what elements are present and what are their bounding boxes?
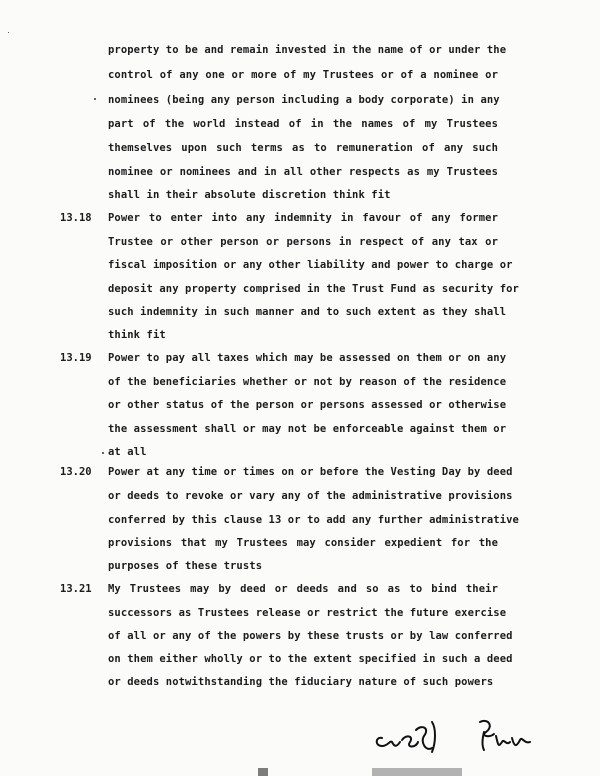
text-line: purposes of these trusts	[108, 560, 263, 572]
text-line: the assessment shall or may not be enforceable against them or	[108, 423, 507, 435]
text-line: of all or any of the powers by these trusts or by law conferred	[108, 630, 513, 642]
handwritten-initials-graphic	[370, 712, 570, 762]
text-line: property to be and remain invested in the name of or under the	[108, 44, 507, 56]
initials-stroke	[480, 721, 494, 736]
text-line: fiscal imposition or any other liability and power to charge or	[108, 259, 513, 271]
initials-stroke	[377, 738, 400, 746]
scan-speck	[102, 452, 104, 454]
scan-speck	[8, 32, 9, 33]
initials-stroke	[496, 736, 510, 745]
text-line: of the beneficiaries whether or not by reason of the residence	[108, 376, 507, 388]
text-line: Power at any time or times on or before the Vesting Day by deed	[108, 466, 513, 478]
clause-number: 13.19	[60, 352, 92, 364]
clause-number: 13.21	[60, 583, 92, 595]
initials-stroke	[416, 727, 432, 749]
text-line: at all	[108, 446, 147, 458]
text-line: control of any one or more of my Trustees or of a nominee or	[108, 69, 498, 81]
clause-number: 13.18	[60, 212, 92, 224]
text-line: provisions that my Trustees may consider expedient for the	[108, 537, 498, 549]
text-line: Trustee or other person or persons in respect of any tax or	[108, 236, 498, 248]
initials-stroke	[402, 736, 418, 746]
clause-number: 13.20	[60, 466, 92, 478]
footer-mark	[372, 768, 462, 776]
text-line: or deeds to revoke or vary any of the administrative provisions	[108, 490, 513, 502]
initials-stroke	[512, 738, 530, 745]
initials-stroke	[483, 732, 485, 750]
scan-speck	[94, 98, 96, 100]
text-line: on them either wholly or to the extent specified in such a deed	[108, 653, 513, 665]
text-line: such indemnity in such manner and to such extent as they shall	[108, 306, 507, 318]
text-line: themselves upon such terms as to remuneration of any such	[108, 142, 498, 154]
text-line: think fit	[108, 329, 166, 341]
text-line: nominee or nominees and in all other respects as my Trustees	[108, 166, 498, 178]
text-line: successors as Trustees release or restrict the future exercise	[108, 607, 507, 619]
text-line: My Trustees may by deed or deeds and so as to bind their	[108, 583, 498, 595]
text-line: or other status of the person or persons assessed or otherwise	[108, 399, 507, 411]
text-line: nominees (being any person including a body corporate) in any	[108, 94, 500, 106]
text-line: Power to enter into any indemnity in favour of any former	[108, 212, 498, 224]
text-line: Power to pay all taxes which may be assessed on them or on any	[108, 352, 507, 364]
text-line: or deeds notwithstanding the fiduciary nature of such powers	[108, 676, 494, 688]
footer-mark	[258, 768, 268, 776]
text-line: conferred by this clause 13 or to add any further administrative	[108, 514, 519, 526]
text-line: part of the world instead of in the names of my Trustees	[108, 118, 498, 130]
text-line: shall in their absolute discretion think fit	[108, 189, 391, 201]
text-line: deposit any property comprised in the Trust Fund as security for	[108, 283, 519, 295]
